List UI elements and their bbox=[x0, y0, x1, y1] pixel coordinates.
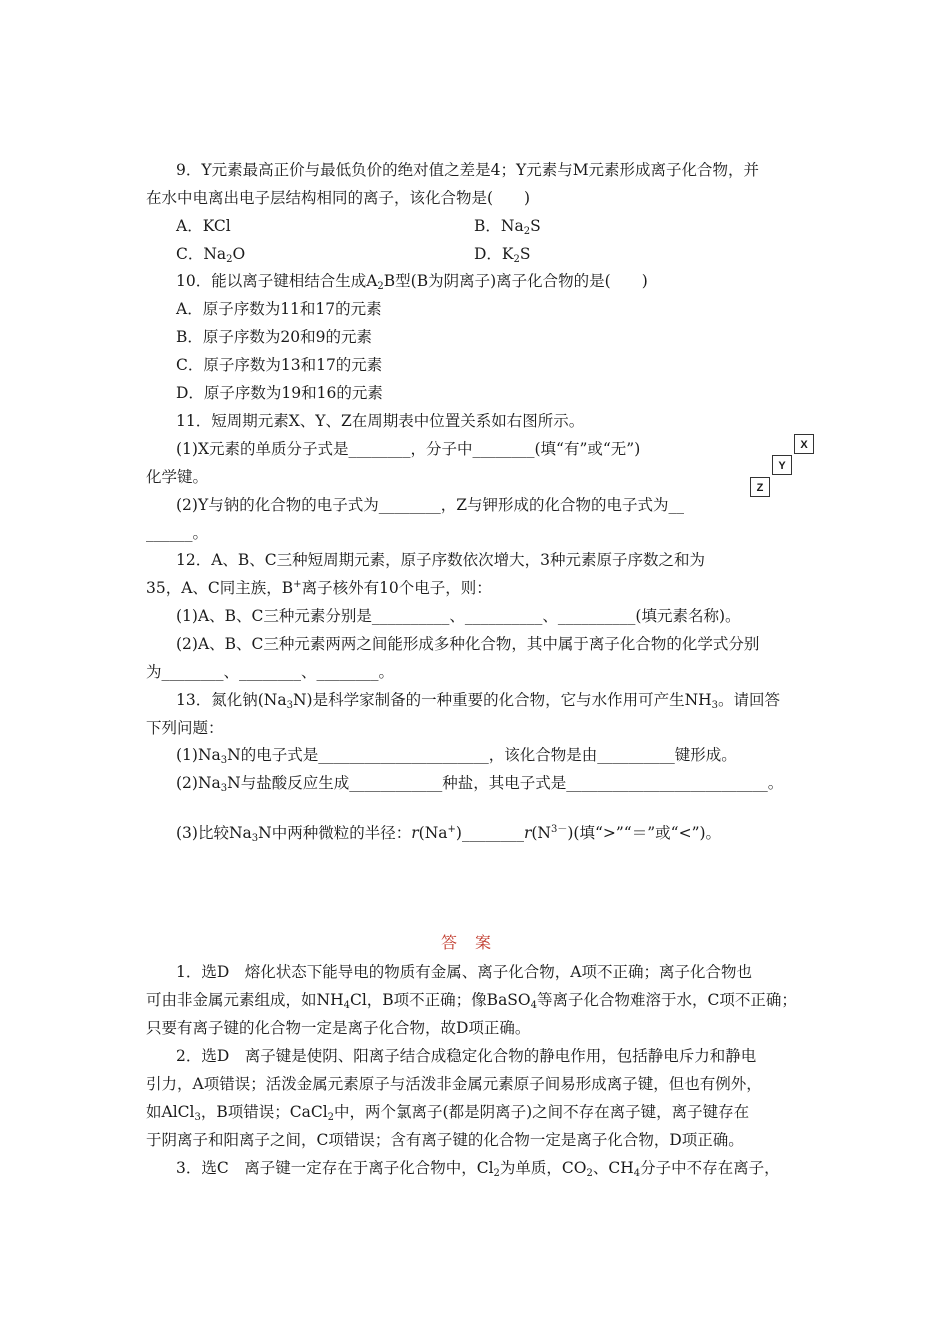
q10-option-d: D．原子序数为19和16的元素 bbox=[176, 384, 383, 402]
q10-line1: 10．能以离子键相结合生成$A_2B$型(B为阴离子)离子化合物的是( ) bbox=[176, 272, 648, 292]
q9-option-c: C．$Na_2O$ bbox=[176, 245, 246, 265]
answer-2-line2: 引力，A项错误；活泼金属元素原子与活泼非金属元素原子间易形成离子键，但也有例外， bbox=[146, 1075, 762, 1093]
element-box-z: Z bbox=[750, 477, 770, 497]
q12-part2-line1: (2)A、B、C三种元素两两之间能形成多种化合物，其中属于离子化合物的化学式分别 bbox=[176, 635, 760, 653]
q12-line1: 12．A、B、C三种短周期元素，原子序数依次增大，3种元素原子序数之和为 bbox=[176, 551, 706, 569]
q9-option-a: A．KCl bbox=[176, 217, 231, 235]
q9-line1: 9．Y元素最高正价与最低负价的绝对值之差是4；Y元素与M元素形成离子化合物，并 bbox=[176, 161, 760, 179]
q12-part1: (1)A、B、C三种元素分别是__________、__________、__________(填元素名称)。 bbox=[176, 607, 741, 625]
q11-part2-line1: (2)Y与钠的化合物的电子式为________，Z与钾形成的化合物的电子式为__ bbox=[176, 496, 684, 514]
element-box-y: Y bbox=[772, 455, 792, 475]
answer-2-line4: 于阴离子和阳离子之间，C项错误；含有离子键的化合物一定是离子化合物，D项正确。 bbox=[146, 1131, 744, 1149]
q9-option-d: D．$K_2S$ bbox=[474, 245, 531, 265]
q13-part1: $(1)Na_3N$的电子式是______________________，该化合物是由__________键形成。 bbox=[176, 746, 737, 766]
q10-option-c: C．原子序数为13和17的元素 bbox=[176, 356, 383, 374]
answer-3-line1: 3．选C 离子键一定存在于离子化合物中，$Cl_2$为单质，$CO_2$、$CH_4$分子中不存在离子， bbox=[176, 1159, 780, 1179]
q11-part1-line1: (1)X元素的单质分子式是________，分子中________(填“有”或“无”) bbox=[176, 440, 641, 458]
q13-line2: 下列问题： bbox=[146, 719, 224, 737]
q11-part1-line2: 化学键。 bbox=[146, 468, 209, 486]
answer-2-line3: 如AlCl$_3$，B项错误；CaCl$_2$中，两个氯离子(都是阴离子)之间不存在离子键，离子键存在 bbox=[146, 1103, 750, 1123]
q12-line2: 35，A、C同主族，B+离子核外有10个电子，则： bbox=[146, 579, 492, 597]
q9-line2: 在水中电离出电子层结构相同的离子，该化合物是( ) bbox=[146, 189, 531, 207]
answer-title: 答案 bbox=[440, 933, 509, 952]
q13-part3: (3)比较$Na_3N$中两种微粒的半径：$r(Na^+)\_\_\_\_\_\_\_\_r(N^{3-})$(填“>”“＝”或“<”)。 bbox=[176, 824, 722, 844]
answer-1-line1: 1．选D 熔化状态下能导电的物质有金属、离子化合物，A项不正确；离子化合物也 bbox=[176, 963, 752, 981]
element-box-x: X bbox=[794, 434, 814, 454]
q10-option-a: A．原子序数为11和17的元素 bbox=[176, 300, 382, 318]
answer-2-line1: 2．选D 离子键是使阴、阳离子结合成稳定化合物的静电作用，包括静电斥力和静电 bbox=[176, 1047, 757, 1065]
q10-option-b: B．原子序数为20和9的元素 bbox=[176, 328, 372, 346]
q9-option-b: B．$Na_2S$ bbox=[474, 217, 541, 237]
q11-line1: 11．短周期元素X、Y、Z在周期表中位置关系如右图所示。 bbox=[176, 412, 585, 430]
answer-1-line2: 可由非金属元素组成，如$NH_4Cl$，B项不正确；像BaSO$_4$等离子化合物难溶于水，C项不正确； bbox=[146, 991, 797, 1011]
q11-part2-line2: ______。 bbox=[146, 524, 209, 542]
q13-line1: 13．氮化钠$(Na_3N)$是科学家制备的一种重要的化合物，它与水作用可产生$NH_3$。请回答 bbox=[176, 691, 781, 711]
q12-part2-line2: 为________、________、________。 bbox=[146, 663, 395, 681]
q13-part2: $(2)Na_3N$与盐酸反应生成____________种盐，其电子式是__________________________。 bbox=[176, 774, 784, 794]
answer-1-line3: 只要有离子键的化合物一定是离子化合物，故D项正确。 bbox=[146, 1019, 531, 1037]
